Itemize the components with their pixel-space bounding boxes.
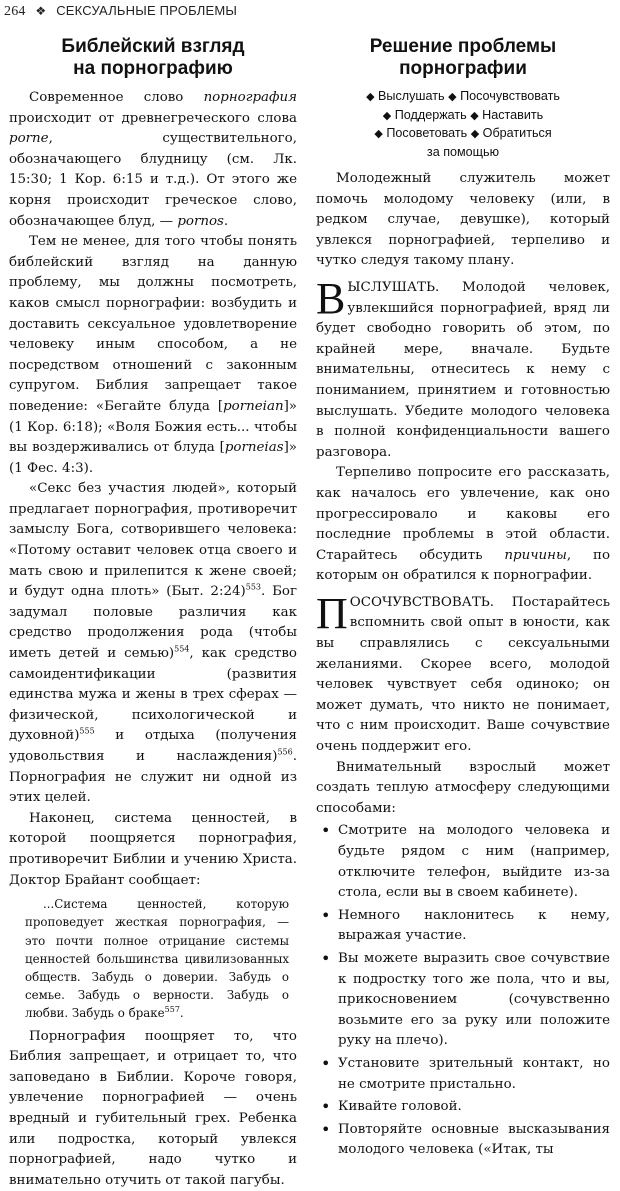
- diamond-ornament-icon: ❖: [35, 4, 47, 18]
- paragraph-patience: Терпеливо попросите его рассказать, как началось его увлечение, как оно прогрессировало и каковы его последние проблемы в этой области. Старайтесь обсудить причины, по которым он обратился к порнографии.: [316, 465, 611, 584]
- drop-cap: П: [316, 588, 348, 638]
- list-item: • Повторяйте основные высказывания молодого человека («Итак, ты: [316, 1120, 610, 1161]
- step-heading: ОСОЧУВСТВОВАТЬ.: [349, 594, 495, 610]
- list-item: • Вы можете выразить свое сочувствие к подростку того же пола, что и вы, прикосновением (сочувственно возьмите его за руку или положите руку на плечо).: [316, 949, 610, 1052]
- list-item: • Немного наклонитесь к нему, выражая участие.: [316, 906, 610, 947]
- right-column: [316, 36, 610, 1163]
- diamond-icon: ◆: [470, 109, 479, 122]
- footnote-ref: 553: [245, 582, 262, 592]
- diamond-icon: ◆: [366, 91, 375, 103]
- paragraph-biblical-view: Тем не менее, для того чтобы понять библейский взгляд на данную проблему, мы должны посмотреть, каков смысл порнографии: возбудить и доставить сексуальное удовлетворение человеку иным способом, а не посредством отношений с законным супругом. Библия запрещает такое поведение: «Бегайте блуда [porneian]» (1 Кор. 6:18); «Воля Божия есть... чтобы вы воздерживались от блуда [porneias]» (1 Фес. 4:3).: [9, 234, 297, 476]
- steps-summary: ◆ Выслушать ◆ Посочувствовать ◆ Поддержать ◆ Наставить ◆ Посоветовать ◆ Обратиться за помощью: [366, 89, 560, 159]
- list-item: • Смотрите на молодого человека и будьте рядом с ним (например, отключите телефон, выйдите из-за стола, если вы в своем кабинете).: [316, 821, 610, 903]
- paragraph-sympathize: ПОСОЧУВСТВОВАТЬ. Постарайтесь вспомнить свой опыт в юности, как вы справлялись с сексуальными желаниями. Скорее всего, молодой человек чувствует себя одиноко; он может думать, что никто не понимает, что с ним происходит. Ваше сочувствие очень поддержит его.: [316, 588, 610, 755]
- paragraph-intro: Молодежный служитель может помочь молодому человеку (или, в редком случае, девушке), который увлекся порнографией, терпеливо и чутко следуя такому плану.: [316, 171, 610, 269]
- running-header: [4, 3, 237, 20]
- paragraph-listen: ВЫСЛУШАТЬ. Молодой человек, увлекшийся порнографией, вряд ли будет свободно говорить об этом, по крайней мере, вначале. Будьте внимательны, отнеситесь к нему с пониманием, принятием и готовностью выслушать. Убедите молодого человека в полной конфиденциальности вашего разговора.: [316, 273, 610, 460]
- bullet-list: [316, 821, 610, 1161]
- footnote-ref: 555: [79, 726, 95, 736]
- drop-cap: В: [316, 273, 346, 323]
- block-quote: ...Система ценностей, которую проповедует жесткая порнография, — это почти полное отрицание системы ценностей большинства цивилизованных обществ. Забудь о доверии. Забудь о семье. Забудь о верности. Забудь о любви. Забудь о браке$^{557}$.: [25, 897, 289, 1021]
- footnote-ref: 554: [174, 644, 190, 654]
- paragraph-attentive-adult: Внимательный взрослый может создать теплую атмосферу следующими способами:: [316, 759, 610, 816]
- list-item: • Установите зрительный контакт, но не смотрите пристально.: [316, 1054, 610, 1095]
- left-section-title: Библейский взгляд на порнографию: [61, 36, 245, 79]
- right-section-title: Решение проблемы порнографии: [369, 36, 557, 79]
- list-item: • Кивайте головой.: [316, 1097, 610, 1118]
- footnote-ref: 557: [164, 1005, 180, 1015]
- paragraph-gods-design: «Секс без участия людей», который предлагает порнография, противоречит замыслу Бога, сотворившего человека: «Потому оставит человек отца своего и мать свою и прилепится к жене своей; и будут одна плоть» (Быт. 2:24)$^{553}$. Бог задумал половые различия как средство продолжения рода (чтобы иметь детей и семью)$^{554}$, как средство самоидентификации (развития единства мужа и жены в трех сферах — физической, психологической и духовной)$^{555}$ и отдыха (получения удовольствия и наслаждения)$^{556}$. Порнография не служит ни одной из этих целей.: [9, 481, 297, 806]
- page-number: 264: [4, 4, 26, 19]
- diamond-icon: ◆: [448, 91, 457, 103]
- diamond-icon: ◆: [382, 109, 392, 122]
- paragraph-etymology: Современное слово порнография происходит от древнегреческого слова porne, существительного, обозначающего блудницу (см. Лк. 15:30; 1 Кор. 6:15 и т.д.). От этого же корня происходит греческое слово, обозначающее блуд, — pornos.: [9, 90, 297, 229]
- footnote-ref: 556: [277, 747, 293, 757]
- diamond-icon: ◆: [374, 128, 383, 140]
- paragraph-conclusion: Порнография поощряет то, что Библия запрещает, и отрицает то, что заповедано в Библии. Короче говоря, увлечение порнографией — очень вредный и губительный грех. Ребенка или подростка, который увлекся порнографией, надо чутко и внимательно отучить от такой пагубы.: [9, 1028, 297, 1188]
- diamond-icon: ◆: [470, 128, 480, 140]
- left-column: [9, 36, 297, 1191]
- paragraph-value-system: Наконец, система ценностей, в которой поощряется порнография, противоречит Библии и учению Христа. Доктор Брайант сообщает:: [9, 810, 297, 888]
- running-title: СЕКСУАЛЬНЫЕ ПРОБЛЕМЫ: [56, 3, 238, 18]
- step-heading: ЫСЛУШАТЬ.: [347, 279, 440, 295]
